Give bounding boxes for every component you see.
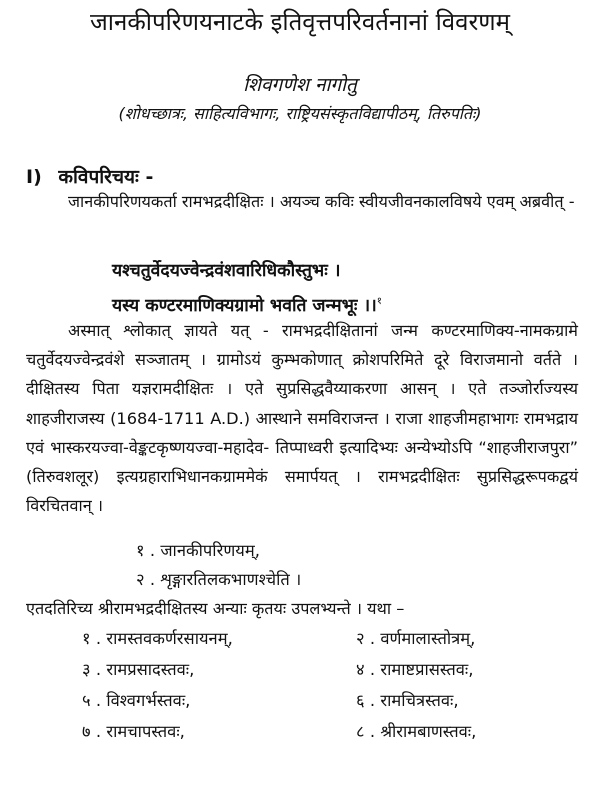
verse-line-1: यश्चतुर्वेदयज्वेन्द्रवंशवारिधिकौस्तुभः । [112, 261, 341, 281]
list-item: ७ . रामचापस्तवः, [82, 722, 185, 741]
work-item: २ . शृङ्गारतिलकभाणश्चेति । [136, 570, 302, 589]
paragraph-other-works: एतदतिरिच्य श्रीरामभद्रदीक्षितस्य अन्याः कृतयः उपलभ्यन्ते । यथा – [26, 599, 405, 618]
page-title: जानकीपरिणयनाटके इतिवृत्तपरिवर्तनानां विवरणम् [89, 8, 511, 36]
paragraph-biography: अस्मात् श्लोकात् ज्ञायते यत् - रामभद्रदीक्षितानां जन्म कण्टरमाणिक्य-नामकग्रामे चतुर्वेदयज्वेन्द्रवंशे सञ्जातम् । ग्रामोऽयं कुम्भकोणात् क्रोशपरिमिते दूरे विराजमानो वर्तते । दीक्षितस्य पिता यज्ञरामदीक्षितः । एते सुप्रसिद्धवैय्याकरणा आसन् । एते तञ्जोर्राज्यस्य शाहजीराजस्य (1684-1711 A.D.) आस्थाने समविराजन्त । राजा शाहजीमहाभागः रामभद्राय एवं भास्करयज्वा-वेङ्कटकृष्णयज्वा-महादेव- तिप्पाध्वरी इत्यादिभ्यः अन्येभ्योऽपि “शाहजीराजपुरा” (तिरुवशलूर) इत्यग्रहाराभिधानकग्राममेकं समार्पयत् । रामभद्रदीक्षितः सुप्रसिद्धरूपकद्वयं विरचितवान् । [26, 321, 578, 516]
list-item: ६ . रामचित्रस्तवः, [356, 691, 459, 710]
work-item: १ . जानकीपरिणयम्, [136, 541, 260, 560]
footnote-marker: १ [376, 296, 382, 307]
verse-line-2-text: यस्य कण्टरमाणिक्यग्रामो भवति जन्मभूः ।। [112, 295, 377, 316]
section-number: I) [26, 166, 42, 188]
list-item: ४ . रामाष्टप्रासस्तवः, [356, 660, 474, 679]
author-affiliation: (शोधच्छात्रः, साहित्यविभागः, राष्ट्रियसंस्कृतविद्यापीठम्, तिरुपतिः) [118, 104, 482, 123]
section-title: कविपरिचयः - [58, 166, 154, 188]
list-item: ३ . रामप्रसादस्तवः, [82, 660, 195, 679]
list-item: १ . रामस्तवकर्णरसायनम्, [82, 629, 233, 648]
paragraph-intro: जानकीपरिणयकर्ता रामभद्रदीक्षितः । अयञ्च कविः स्वीयजीवनकालविषये एवम् अब्रवीत् - [68, 192, 575, 211]
list-item: २ . वर्णमालास्तोत्रम्, [356, 629, 476, 648]
author-name: शिवगणेश नागोतु [243, 74, 357, 96]
list-item: ८ . श्रीरामबाणस्तवः, [356, 722, 477, 741]
list-item: ५ . विश्वगर्भस्तवः, [82, 691, 191, 710]
